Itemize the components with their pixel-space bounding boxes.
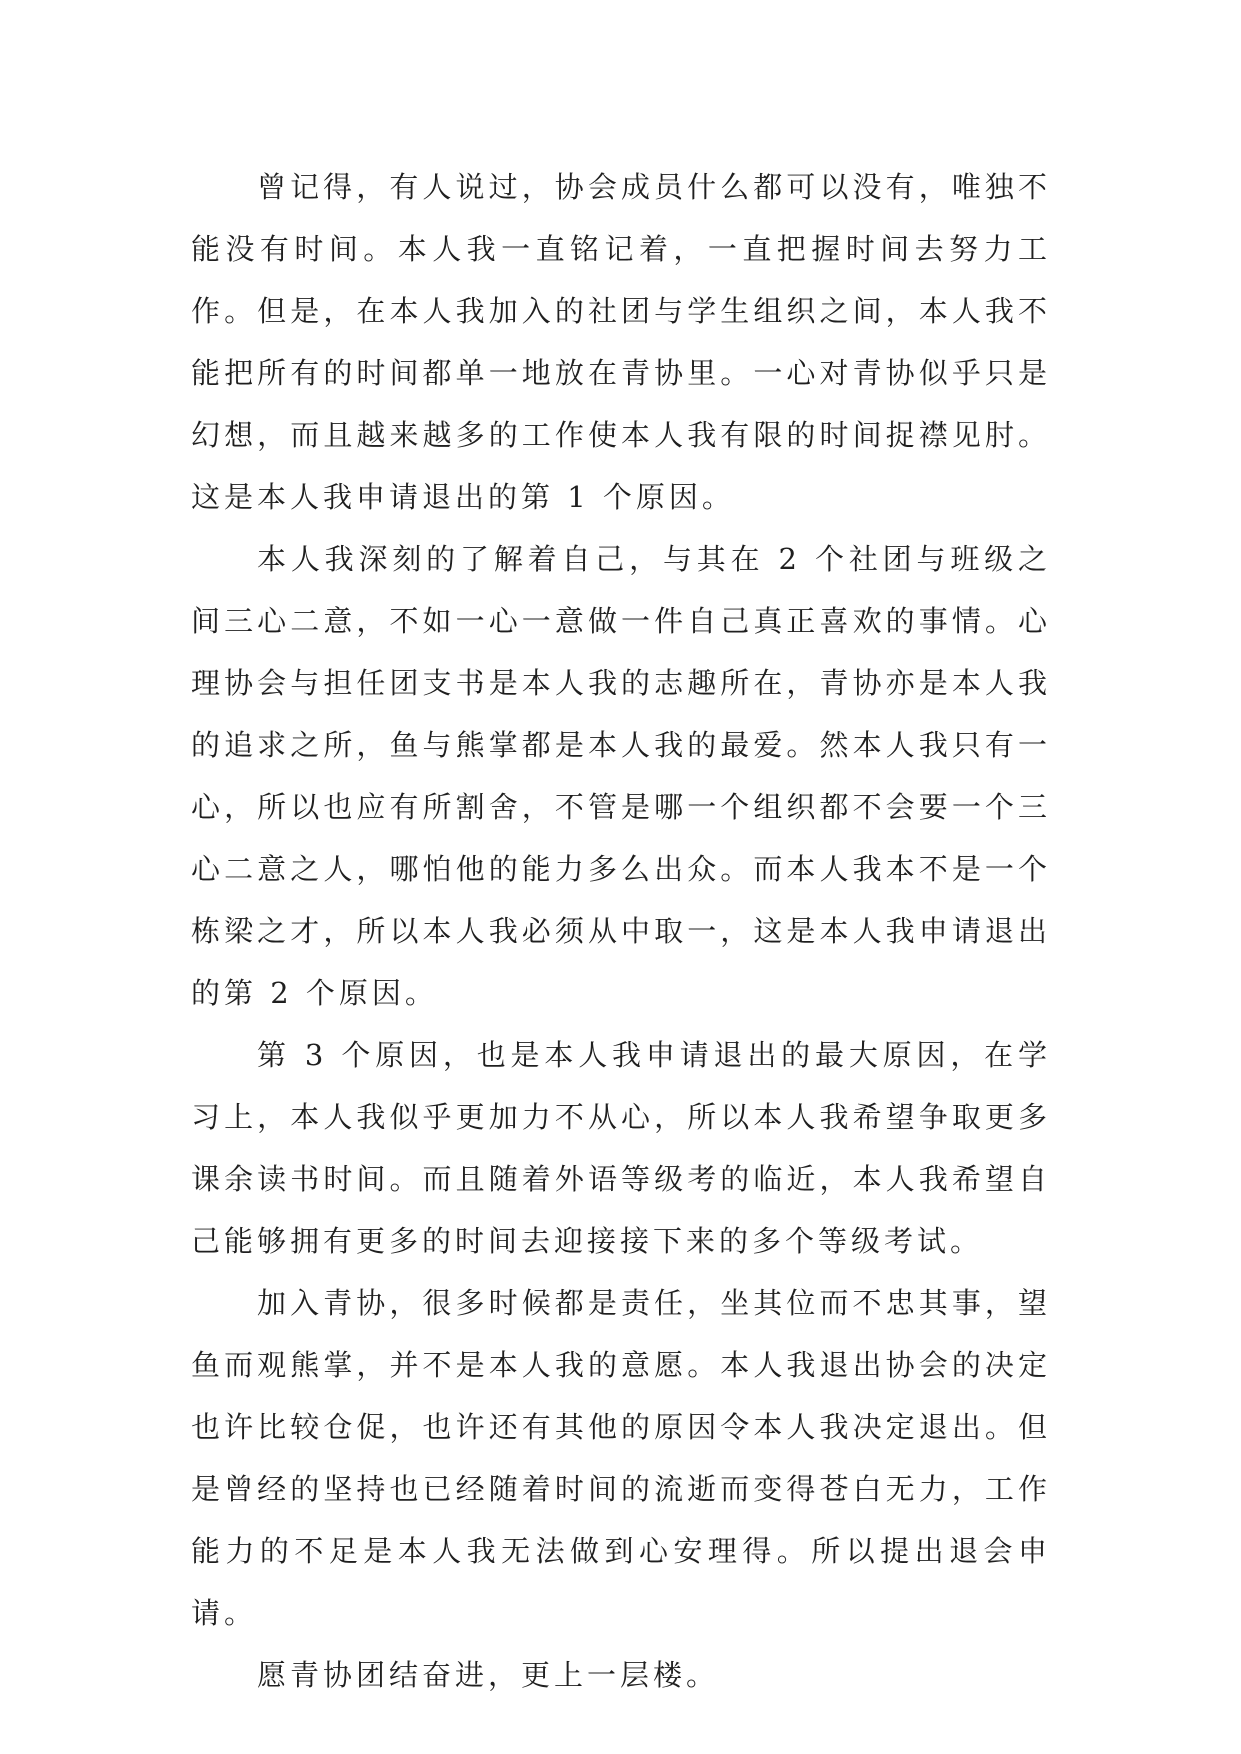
paragraph-reason-two: 本人我深刻的了解着自己，与其在 2 个社团与班级之间三心二意，不如一心一意做一件自己真正喜欢的事情。心理协会与担任团支书是本人我的志趣所在，青协亦是本人我的追求之所，鱼与熊掌都是本人我的最爱。然本人我只有一心，所以也应有所割舍，不管是哪一个组织都不会要一个三心二意之人，哪怕他的能力多么出众。而本人我本不是一个栋梁之才，所以本人我必须从中取一，这是本人我申请退出的第 2 个原因。 — [191, 542, 1051, 1010]
paragraph-conclusion: 加入青协，很多时候都是责任，坐其位而不忠其事，望鱼而观熊掌，并不是本人我的意愿。本人我退出协会的决定也许比较仓促，也许还有其他的原因令本人我决定退出。但是曾经的坚持也已经随着时间的流逝而变得苍白无力，工作能力的不足是本人我无法做到心安理得。所以提出退会申请。 — [191, 1286, 1051, 1630]
paragraph-reason-one: 曾记得，有人说过，协会成员什么都可以没有，唯独不能没有时间。本人我一直铭记着，一直把握时间去努力工作。但是，在本人我加入的社团与学生组织之间，本人我不能把所有的时间都单一地放在青协里。一心对青协似乎只是幻想，而且越来越多的工作使本人我有限的时间捉襟见肘。这是本人我申请退出的第 1 个原因。 — [191, 170, 1051, 514]
document-body — [191, 156, 1051, 1706]
paragraph-closing-wish: 愿青协团结奋进，更上一层楼。 — [257, 1658, 720, 1692]
paragraph-reason-three: 第 3 个原因，也是本人我申请退出的最大原因，在学习上，本人我似乎更加力不从心，所以本人我希望争取更多课余读书时间。而且随着外语等级考的临近，本人我希望自己能够拥有更多的时间去迎接接下来的多个等级考试。 — [191, 1038, 1051, 1258]
